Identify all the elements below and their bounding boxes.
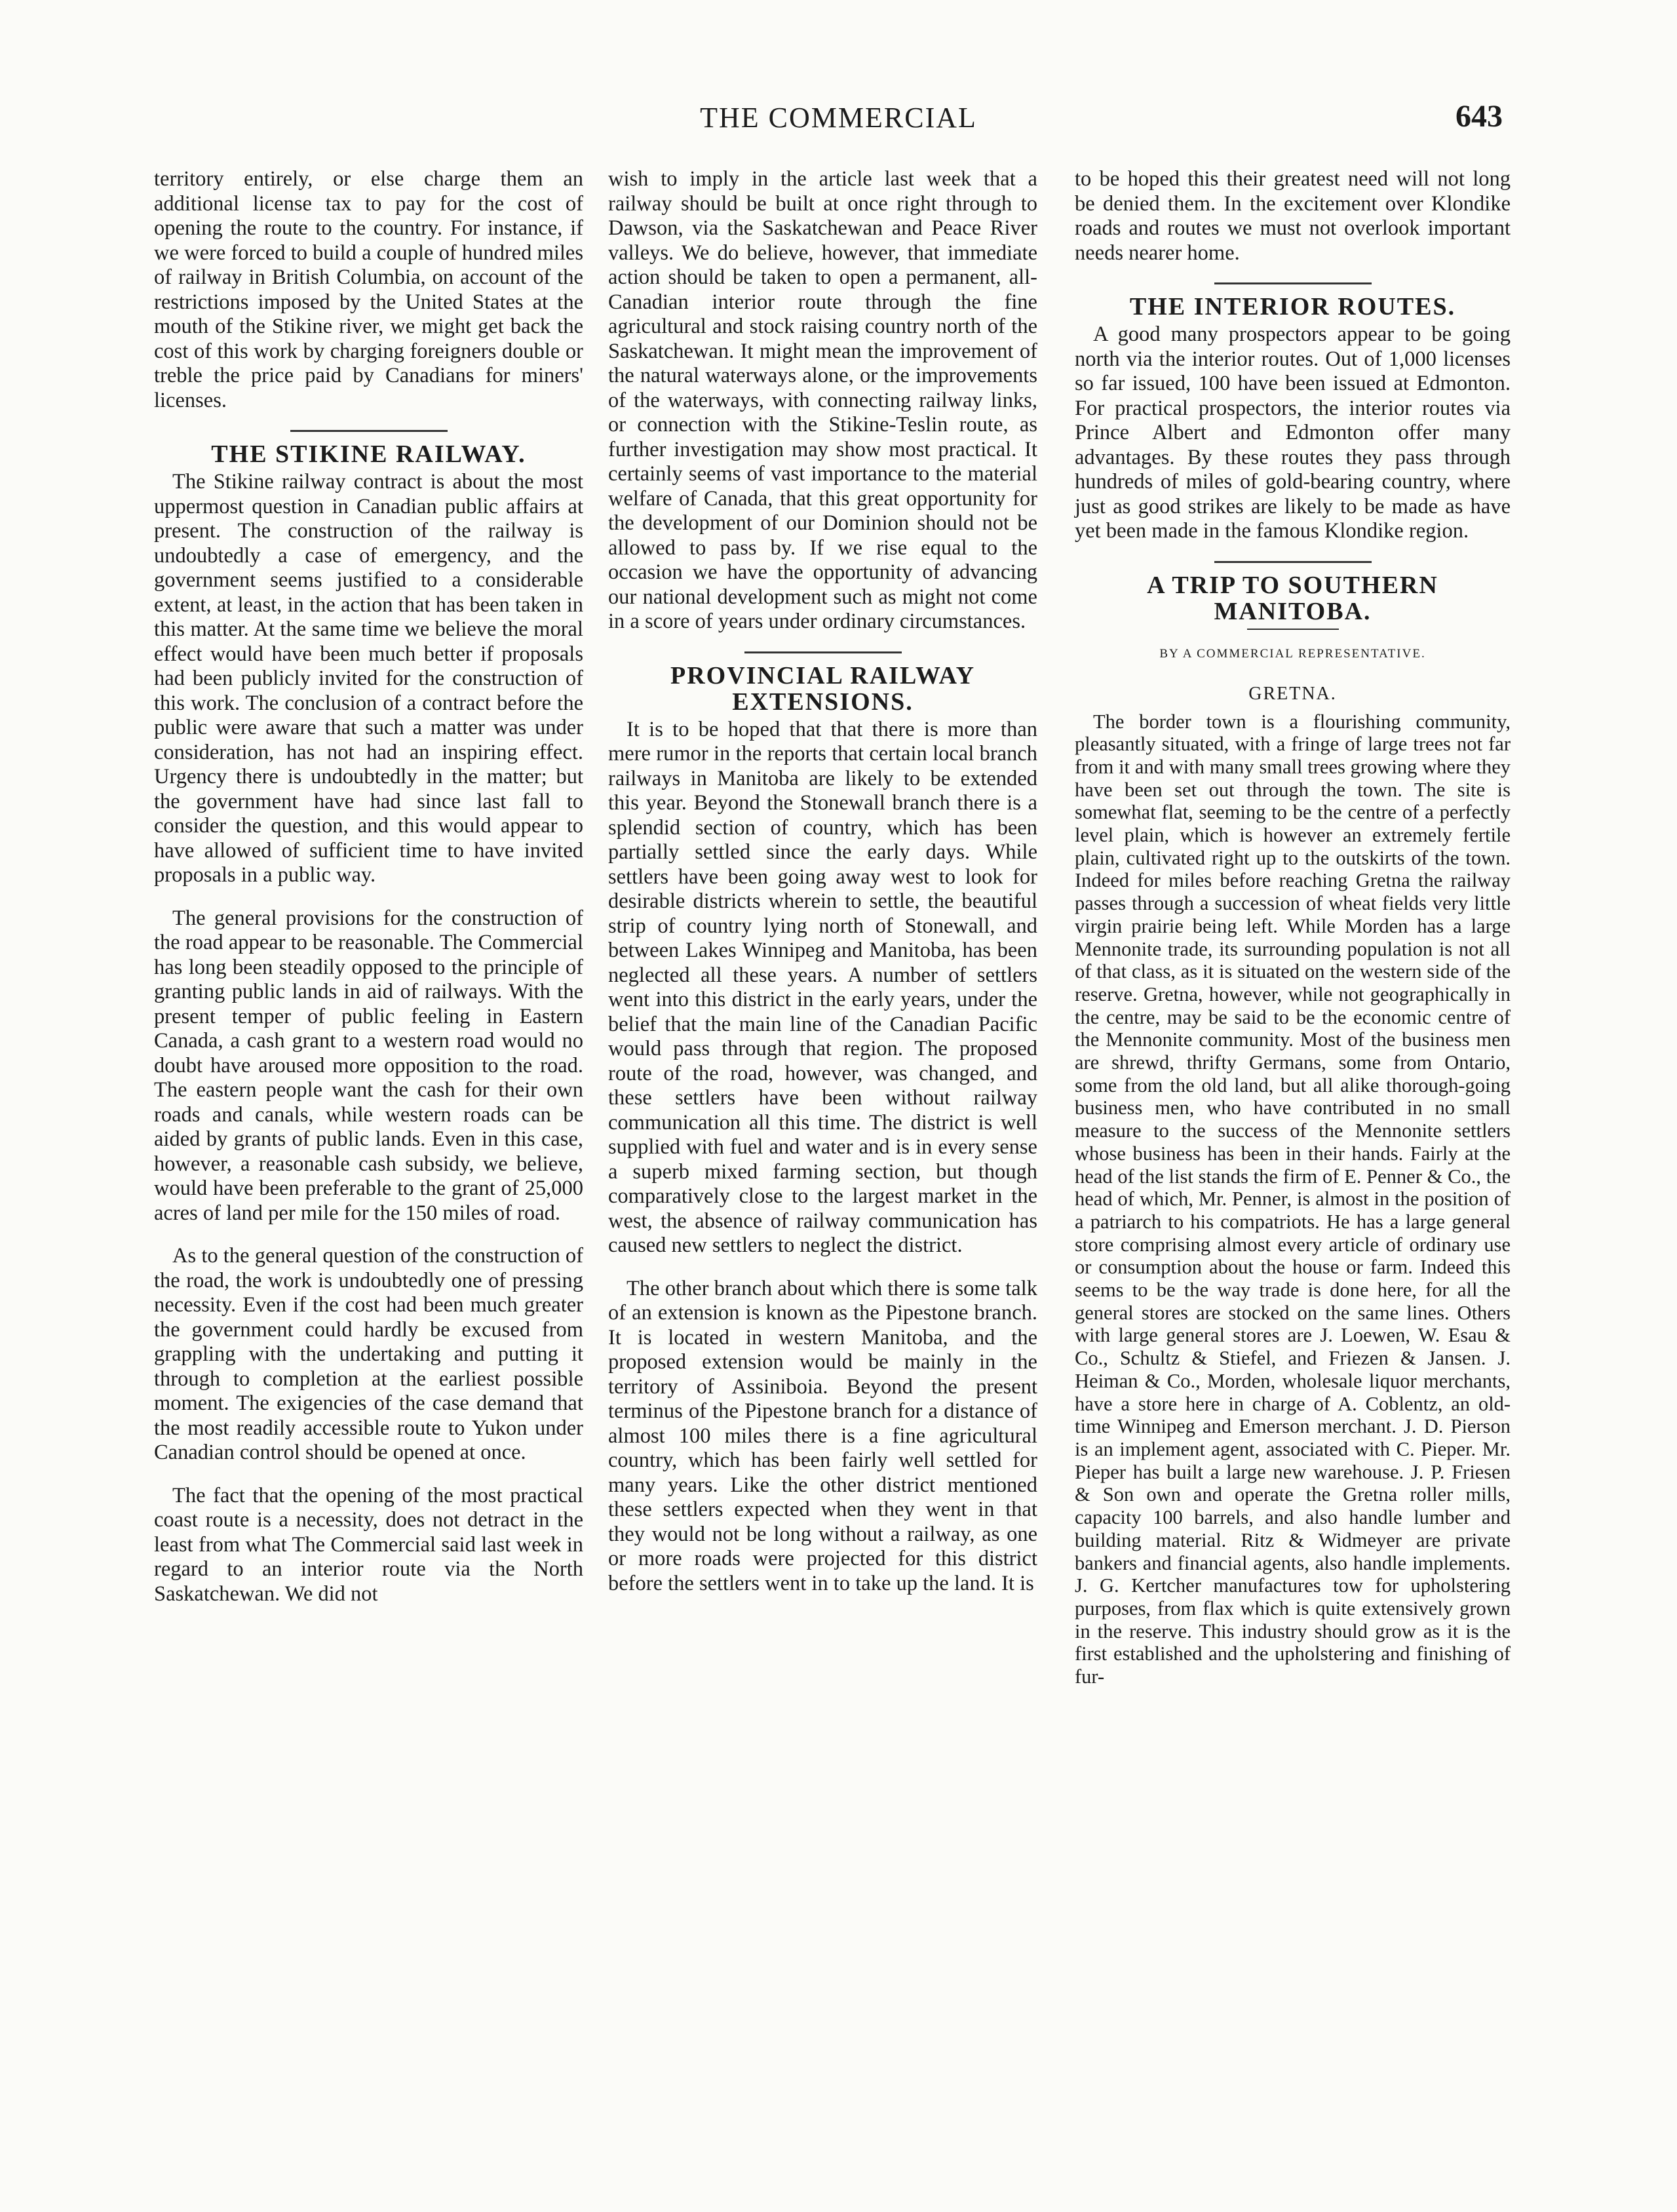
article-paragraph: The border town is a flourishing community, pleasantly situated, with a fringe of large trees not far from it and with many small trees growing where they have been set out through the town. The site is somewhat flat, seeming to be the centre of a perfectly level plain, which is however an extremely fertile plain, cultivated right up to the outskirts of the town. Indeed for miles before reaching Gretna the railway passes through a succession of wheat fields very little virgin prairie being left. While Morden has a large Mennonite trade, its surrounding population is not all of that class, as it is situated on the western side of the reserve. Gretna, however, while not geographically in the centre, may be said to be the economic centre of the Mennonite community. Most of the business men are shrewd, thrifty Germans, some from Ontario, some from the old land, but all alike thorough-going business men, who have contributed in no small measure to the success of the Mennonite settlers whose business has been in their hands. Fairly at the head of the list stands the firm of E. Penner & Co., the head of which, Mr. Penner, is almost in the position of a patriarch to his compatriots. He has a large general store comprising almost every article of ordinary use or consumption about the house or farm. Indeed this seems to be the way trade is done here, for all the general stores are stocked on the same lines. Others with large general stores are J. Loewen, W. Esau & Co., Schultz & Stiefel, and Friezen & Jansen. J. Heiman & Co., Morden, wholesale liquor merchants, have a store here in charge of A. Coblentz, an old-time Winnipeg and Emerson merchant. J. D. Pierson is an implement agent, associated with C. Pieper. Mr. Pieper has built a large new warehouse. J. P. Friesen & Son own and operate the Gretna roller mills, capacity 100 barrels, and also handle lumber and building material. Ritz & Widmeyer are private bankers and financial agents, also handle implements. J. G. Kertcher manufactures tow for upholstering purposes, from flax which is quite extensively grown in the reserve. This industry should grow as it is the first established and the upholstering and finishing of fur- [1075,710,1511,1688]
masthead [0,98,1677,144]
article-paragraph: A good many prospectors appear to be going north via the interior routes. Out of 1,000 licenses so far issued, 100 have been issued at Edmonton. For practical prospectors, the interior routes via Prince Albert and Edmonton offer many advantages. By these routes they pass through hundreds of miles of gold-bearing country, where just as good strikes are likely to be made as have yet been made in the famous Klondike region. [1075,322,1511,543]
divider-rule [1247,629,1339,630]
column-2 [608,167,1037,1596]
article-paragraph: The Stikine railway contract is about the most uppermost question in Canadian public affairs at present. The construction of the railway is undoubtedly a case of emergency, and the government seems justified to a considerable extent, at least, in the action that has been taken in this matter. At the same time we believe the moral effect would have been much better if proposals had been publicly invited for the construction of this work. The conclusion of a contract before the public were aware that such a matter was under consideration, has not had an inspiring effect. Urgency there is undoubtedly in the matter; but the government have had since last fall to consider the question, and this would appear to have allowed of sufficient time to have invited proposals in a public way. [154,470,583,887]
page-number: 643 [1455,99,1503,134]
divider-rule [1214,282,1372,284]
publication-title: THE COMMERCIAL [700,102,977,134]
article-heading-interior-routes: THE INTERIOR ROUTES. [1129,293,1456,320]
column-1 [154,167,583,1606]
divider-rule [1214,561,1372,563]
article-heading-provincial-railway: PROVINCIAL RAILWAY EXTENSIONS. [670,661,976,716]
article-heading-stikine: THE STIKINE RAILWAY. [211,440,526,468]
article-paragraph: The other branch about which there is some talk of an extension is known as the Pipestone branch. It is located in western Manitoba, and the proposed extension would be mainly in the territory of Assiniboia. Beyond the present terminus of the Pipestone branch for a distance of almost 100 miles there is a fine agricultural country, which has been fairly well settled for many years. Like the other district mentioned these settlers expected when they went in that they would not be long without a railway, as one or more roads were projected for this district before the settlers went in to take up the land. It is [608,1276,1037,1595]
article-paragraph: The general provisions for the construction of the road appear to be reasonable. The Commercial has long been steadily opposed to the principle of granting public lands in aid of railways. With the present temper of public feeling in Eastern Canada, a cash grant to a western road would no doubt have aroused more opposition to the road. The eastern people want the cash for their own roads and canals, while western roads can be aided by grants of public lands. Even in this case, however, a reasonable cash subsidy, we believe, would have been preferable to the grant of 25,000 acres of land per mile for the 150 miles of road. [154,906,583,1225]
article-paragraph: As to the general question of the construction of the road, the work is undoubtedly one of pressing necessity. Even if the cost had been much greater the government could hardly be excused from grappling with the undertaking and putting it through to completion at the earliest possible moment. The exigencies of the case demand that the most readily accessible route to Yukon under Canadian control should be opened at once. [154,1244,583,1464]
article-paragraph: It is to be hoped that that there is more than mere rumor in the reports that certain local branch railways in Manitoba are likely to be extended this year. Beyond the Stonewall branch there is a splendid section of country, which has been partially settled since the early days. While settlers have been going away west to look for desirable districts wherein to settle, the beautiful strip of country lying north of Stonewall, and between Lakes Winnipeg and Manitoba, has been neglected all these years. A number of settlers went into this district in the early years, under the belief that the main line of the Canadian Pacific would pass through that region. The proposed route of the road, however, was changed, and these settlers have been without railway communication all this time. The district is well supplied with fuel and water and is in every sense a superb mixed farming section, but though comparatively close to the largest market in the west, the absence of railway communication has caused new settlers to neglect the district. [608,717,1037,1257]
continued-paragraph: wish to imply in the article last week that a railway should be built at once right through to Dawson, via the Saskatchewan and Peace River valleys. We do believe, however, that immediate action should be taken to open a permanent, all-Canadian interior route through the fine agricultural and stock raising country north of the Saskatchewan. It might mean the improvement of the natural waterways alone, or the improvements of the waterways, with connecting railway links, or connection with the Stikine-Teslin route, as further investigation may show most practical. It certainly seems of vast importance to the material welfare of Canada, that this great opportunity for the development of our Dominion should not be allowed to pass by. If we rise equal to the occasion we have the opportunity of advancing our national development such as might not come in a score of years under ordinary circumstances. [608,167,1037,633]
article-paragraph: The fact that the opening of the most practical coast route is a necessity, does not detract in the least from what The Commercial said last week in regard to an interior route via the North Saskatchewan. We did not [154,1483,583,1606]
continued-paragraph: territory entirely, or else charge them an additional license tax to pay for the cost of opening the route to the country. For instance, if we were forced to build a couple of hundred miles of railway in British Columbia, on account of the restrictions imposed by the United States at the mouth of the Stikine river, we might get back the cost of this work by charging foreigners double or treble the price paid by Canadians for miners' licenses. [154,167,583,412]
continued-paragraph: to be hoped this their greatest need will not long be denied them. In the excitement over Klondike roads and routes we must not overlook important needs nearer home. [1075,167,1511,265]
column-3 [1075,167,1511,1688]
divider-rule [744,651,902,653]
article-subheading-gretna: GRETNA. [1248,684,1337,704]
divider-rule [290,430,448,432]
article-heading-southern-manitoba: A TRIP TO SOUTHERN MANITOBA. [1147,571,1438,625]
article-byline: BY A COMMERCIAL REPRESENTATIVE. [1159,646,1426,661]
